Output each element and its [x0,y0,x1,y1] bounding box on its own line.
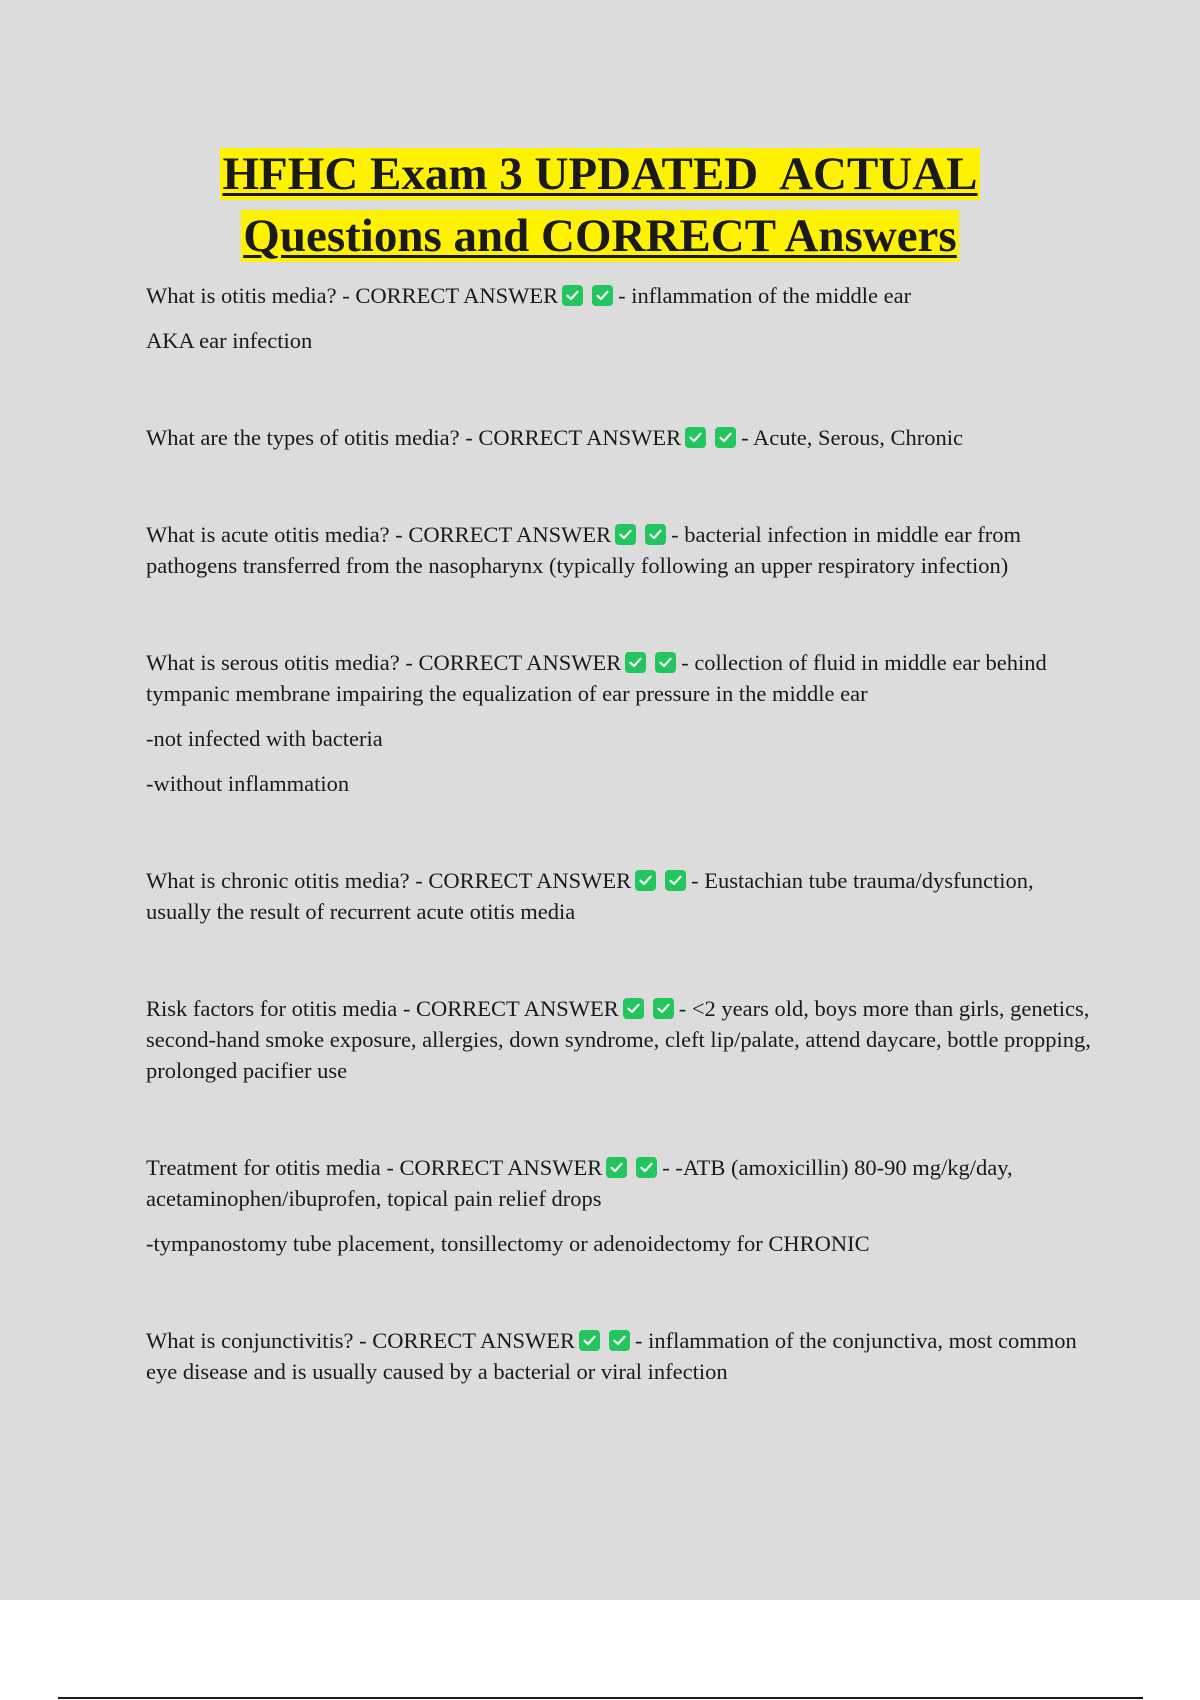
question-text: What is serous otitis media? - [146,650,419,675]
qa-item [146,519,1096,581]
correct-answer-label: CORRECT ANSWER [428,868,632,893]
check-mark-icon [685,427,706,448]
answer-text: - Acute, Serous, Chronic [741,425,963,450]
qa-item [146,280,1096,356]
answer-extra-line: -tympanostomy tube placement, tonsillectomy or adenoidectomy for CHRONIC [146,1231,870,1256]
qa-item [146,993,1096,1086]
qa-line [146,1152,1096,1214]
check-mark-icon [655,652,676,673]
qa-line [146,865,1096,927]
check-mark-icon [625,652,646,673]
question-text: What are the types of otitis media? - [146,425,479,450]
qa-line [146,1325,1096,1387]
title-line-1: HFHC Exam 3 UPDATED ACTUAL [222,148,978,200]
check-mark-icon [623,998,644,1019]
correct-answer-label: CORRECT ANSWER [478,425,682,450]
qa-line [146,280,1096,311]
qa-line [146,647,1096,709]
qa-item [146,422,1096,453]
answer-extra-line: AKA ear infection [146,328,313,353]
answer-text: - -ATB (amoxicillin) 80-90 mg/kg/day, acetaminophen/ibuprofen, topical pain relief drops [146,1155,1013,1211]
answer-text: - <2 years old, boys more than girls, genetics, second-hand smoke exposure, allergies, down syndrome, cleft lip/palate, attend daycare, bottle propping, prolonged pacifier use [146,996,1091,1083]
check-mark-icon [579,1330,600,1351]
question-text: What is conjunctivitis? - [146,1328,373,1353]
check-mark-icon [635,870,656,891]
answer-text: - inflammation of the conjunctiva, most common eye disease and is usually caused by a bacterial or viral infection [146,1328,1077,1384]
question-text: What is acute otitis media? - [146,522,409,547]
qa-item [146,647,1096,799]
correct-answer-label: CORRECT ANSWER [415,996,619,1021]
question-text: Treatment for otitis media - [146,1155,400,1180]
qa-item [146,1152,1096,1259]
answer-text: - collection of fluid in middle ear behind tympanic membrane impairing the equalization of ear pressure in the middle ear [146,650,1047,706]
check-mark-icon [645,524,666,545]
qa-list [146,280,1096,1453]
qa-line [146,422,1096,453]
check-mark-icon [615,524,636,545]
correct-answer-label: CORRECT ANSWER [372,1328,575,1353]
check-mark-icon [715,427,736,448]
qa-line [146,993,1096,1086]
document-title [0,143,1200,267]
question-text: What is otitis media? - [146,283,356,308]
question-text: What is chronic otitis media? - [146,868,429,893]
answer-extra-line: -not infected with bacteria [146,726,383,751]
qa-item [146,1325,1096,1387]
answer-text: - Eustachian tube trauma/dysfunction, usually the result of recurrent acute otitis media [146,868,1034,924]
check-mark-icon [653,998,674,1019]
qa-line [146,519,1096,581]
qa-item [146,865,1096,927]
title-line-2: Questions and CORRECT Answers [243,210,957,262]
answer-text: - inflammation of the middle ear [618,283,912,308]
answer-text: - bacterial infection in middle ear from pathogens transferred from the nasopharynx (typically following an upper respiratory infection) [146,522,1022,578]
correct-answer-label: CORRECT ANSWER [418,650,622,675]
check-mark-icon [592,285,613,306]
footer-divider [58,1697,1143,1699]
check-mark-icon [606,1157,627,1178]
correct-answer-label: CORRECT ANSWER [408,522,612,547]
answer-extra-line: -without inflammation [146,771,350,796]
check-mark-icon [665,870,686,891]
check-mark-icon [562,285,583,306]
question-text: Risk factors for otitis media - [146,996,416,1021]
check-mark-icon [609,1330,630,1351]
correct-answer-label: CORRECT ANSWER [399,1155,603,1180]
check-mark-icon [636,1157,657,1178]
correct-answer-label: CORRECT ANSWER [355,283,559,308]
